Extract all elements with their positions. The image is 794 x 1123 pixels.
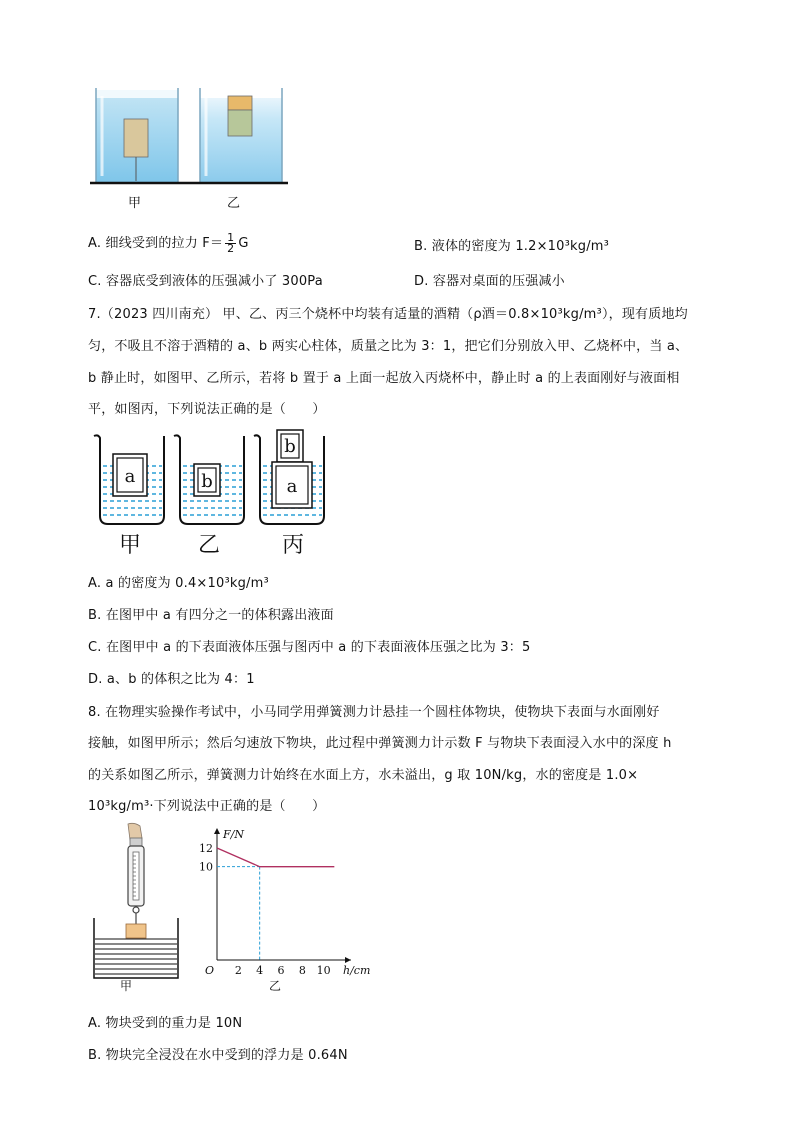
y-axis-label: F/N	[223, 828, 244, 841]
q6-option-b: B. 液体的密度为 1.2×10³kg/m³	[414, 239, 610, 254]
q7-line-3: b 静止时，如图甲、乙所示，若将 b 置于 a 上面一起放入丙烧杯中，静止时 a 的上表面刚好与液面相	[88, 371, 680, 386]
spring-scale-figure	[92, 822, 182, 992]
q7-option-c: C. 在图甲中 a 的下表面液体压强与图丙中 a 的下表面液体压强之比为 3：5	[88, 640, 531, 655]
q8-line-3: 的关系如图乙所示，弹簧测力计始终在水面上方，水未溢出，g 取 10N/kg，水的密度是 1.0×	[88, 768, 639, 783]
x-axis-arrow	[345, 957, 351, 963]
x-tick-label: 10	[316, 964, 331, 977]
q8-option-b: B. 物块完全浸没在水中受到的浮力是 0.64N	[88, 1048, 348, 1063]
q8-line-2: 接触，如图甲所示；然后匀速放下物块，此过程中弹簧测力计示数 F 与物块下表面浸入水中的深度 h	[88, 736, 672, 751]
data-series-line	[217, 848, 334, 867]
q7-line-2: 匀，不吸且不溶于酒精的 a、b 两实心柱体，质量之比为 3：1，把它们分别放入甲、乙烧杯中，当 a、	[88, 339, 689, 354]
q7-beakers-figure	[88, 428, 338, 560]
q8-fig-label-jia: 甲	[119, 979, 133, 992]
q7-option-b: B. 在图甲中 a 有四分之一的体积露出液面	[88, 608, 334, 623]
force-depth-chart	[195, 826, 375, 996]
label-yi: 乙	[197, 533, 221, 558]
block-b-label-2: b	[284, 436, 296, 457]
fig-label-yi: 乙	[227, 196, 241, 211]
label-bing: 丙	[281, 533, 305, 558]
x-tick-label: 2	[234, 964, 242, 977]
beakers-figure-top	[88, 86, 292, 190]
q8-line-1: 8. 在物理实验操作考试中，小马同学用弹簧测力计悬挂一个圆柱体物块，使物块下表面与水面刚好	[88, 705, 660, 720]
fig-label-jia: 甲	[128, 196, 142, 211]
x-tick-label: 4	[256, 964, 264, 977]
origin-label: O	[205, 964, 215, 977]
label-jia: 甲	[118, 533, 142, 558]
q8-option-a: A. 物块受到的重力是 10N	[88, 1016, 243, 1031]
q7-line-1: 7.（2023 四川南充） 甲、乙、丙三个烧杯中均装有适量的酒精（ρ酒＝0.8×10³kg/m³），现有质地均	[88, 307, 688, 322]
q8-line-4: 10³kg/m³·下列说法中正确的是（ ）	[88, 799, 326, 814]
q7-option-d: D. a、b 的体积之比为 4：1	[88, 672, 255, 687]
q7-line-4: 平，如图丙，下列说法正确的是（ ）	[88, 402, 326, 417]
y-tick-label: 10	[199, 860, 213, 874]
block-b-label-1: b	[201, 471, 213, 492]
block-a-label-1: a	[124, 466, 136, 487]
fraction: $\frac{1}{2}$	[227, 231, 235, 255]
q6-option-d: D. 容器对桌面的压强减小	[414, 274, 565, 289]
x-tick-label: 6	[277, 964, 285, 977]
q6-option-c: C. 容器底受到液体的压强减小了 300Pa	[88, 274, 323, 289]
q7-option-a: A. a 的密度为 0.4×10³kg/m³	[88, 576, 269, 591]
x-axis-label: h/cm	[343, 964, 371, 977]
y-axis-arrow	[214, 828, 220, 834]
block-a-label-2: a	[286, 476, 298, 497]
y-tick-label: 12	[199, 842, 213, 855]
q6-option-a: A. 细线受到的拉力 F＝ $\frac{1}{2}$ G	[88, 231, 249, 255]
q8-fig-label-yi: 乙	[268, 979, 282, 993]
x-tick-label: 8	[298, 964, 306, 977]
